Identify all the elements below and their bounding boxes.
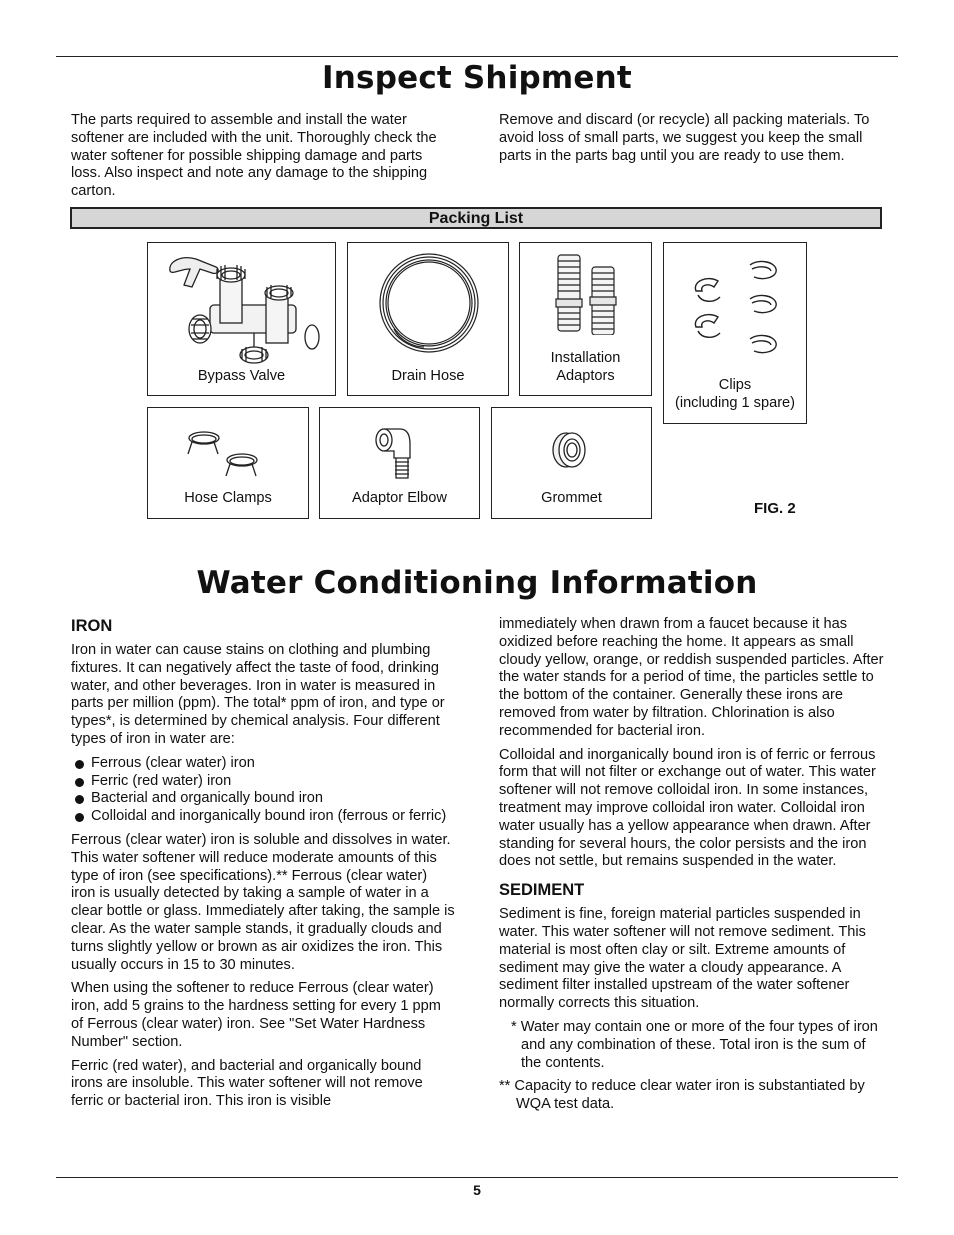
ferric-continued-text: immediately when drawn from a faucet because it has oxidized before reaching the home. It appears as small cloudy yellow, orange, or reddish suspended particles. After the water stands for a period of time, the particles settle to the bottom of the container. Generally these irons are removed from water by filtration. Chlorination is also recommended for bacterial iron. (499, 616, 884, 739)
bypass-valve-label: Bypass Valve (197, 368, 286, 384)
bottom-rule (56, 1177, 898, 1178)
list-item: Ferric (red water) iron (71, 773, 455, 791)
installation-adaptors-box (519, 242, 652, 396)
page-number: 5 (473, 1182, 481, 1198)
inspect-left-column (71, 112, 451, 201)
grommet-label: Grommet (541, 490, 602, 506)
colloidal-text: Colloidal and inorganically bound iron is of ferric or ferrous form that will not filter or exchange out of water. This water softener will not remove colloidal iron. In some instances, treatment may improve colloidal iron water. Colloidal iron water usually has a yellow appearance when drawn. After standing for several hours, the color persists and the iron does not settle, but remains suspended in the water. (499, 746, 876, 870)
list-item: Ferrous (clear water) iron (71, 755, 455, 773)
figure-label: FIG. 2 (754, 500, 796, 517)
inspect-right-text: Remove and discard (or recycle) all packing materials. To avoid loss of small parts, we suggest you keep the small parts in the parts bag until you are ready to use them. (499, 112, 870, 164)
hose-clamps-box (147, 407, 309, 519)
inspect-right-column (499, 112, 883, 165)
grommet-icon (548, 428, 588, 472)
adaptor-elbow-box (319, 407, 480, 519)
water-conditioning-title: Water Conditioning Information (196, 565, 758, 601)
clips-label: Clips (including 1 spare) (674, 377, 796, 411)
adaptor-elbow-icon (372, 422, 422, 482)
hose-clamps-icon (184, 428, 264, 478)
drain-hose-icon (374, 251, 484, 355)
clips-box (663, 242, 807, 424)
list-item: Colloidal and inorganically bound iron (ferrous or ferric) (71, 808, 455, 826)
water-right-column (499, 616, 885, 1114)
adaptor-elbow-label: Adaptor Elbow (352, 490, 447, 506)
iron-heading: IRON (71, 617, 113, 635)
top-rule (56, 56, 898, 57)
drain-hose-label: Drain Hose (391, 368, 465, 384)
water-left-column (71, 617, 455, 1111)
footnote-double-asterisk: ** Capacity to reduce clear water iron is substantiated by WQA test data. (499, 1078, 865, 1113)
grommet-box (491, 407, 652, 519)
iron-intro: Iron in water can cause stains on clothing and plumbing fixtures. It can negatively affect the taste of food, drinking water, and other beverages. Iron in water is measured in parts per million (ppm). The total* ppm of iron, and type or types*, is determined by chemical analysis. Four different types of iron in water are: (71, 642, 445, 747)
sediment-heading: SEDIMENT (499, 881, 585, 900)
sediment-text: Sediment is fine, foreign material particles suspended in water. This water softener will not remove sediment. This material is most often clay or silt. Extreme amounts of sediment may give the water a cloudy appearance. A sediment filter installed upstream of the water softener normally corrects this situation. (499, 906, 866, 1012)
ferric-text: Ferric (red water), and bacterial and organically bound irons are insoluble. This water softener will not remove ferric or bacterial iron. This iron is visible (71, 1057, 423, 1110)
inspect-shipment-title: Inspect Shipment (322, 60, 632, 96)
hose-clamps-label: Hose Clamps (184, 490, 272, 506)
iron-types-list (71, 755, 455, 826)
softener-text: When using the softener to reduce Ferrous (clear water) iron, add 5 grains to the hardness setting for every 1 ppm of Ferrous (clear water) iron. See "Set Water Hardness Number" section. (71, 980, 441, 1050)
inspect-left-text: The parts required to assemble and install the water softener are included with the unit. Thoroughly check the water softener for possible shipping damage and parts loss. Also inspect and note any damage to the shipping carton. (71, 112, 437, 200)
clips-icon (688, 255, 788, 363)
installation-adaptors-icon (550, 249, 624, 335)
ferrous-text: Ferrous (clear water) iron is soluble and dissolves in water. This water softener will reduce moderate amounts of this type of iron (see specifications).** Ferrous (clear water) iron is usually detected by taking a sample of water in a clear bottle or glass. Immediately after taking, the sample is clear. As the water sample stands, it gradually clouds and turns slightly yellow or brown as air oxidizes the iron. This usually occurs in 15 to 30 minutes. (71, 831, 455, 973)
bypass-valve-icon (162, 249, 322, 367)
drain-hose-box (347, 242, 509, 396)
installation-adaptors-label: Installation Adaptors (550, 350, 621, 384)
list-item: Bacterial and organically bound iron (71, 790, 455, 808)
bypass-valve-box (147, 242, 336, 396)
footnote-single-asterisk: * Water may contain one or more of the four types of iron and any combination of these. Total iron is the sum of the contents. (511, 1018, 878, 1071)
packing-list-header: Packing List (70, 207, 882, 229)
